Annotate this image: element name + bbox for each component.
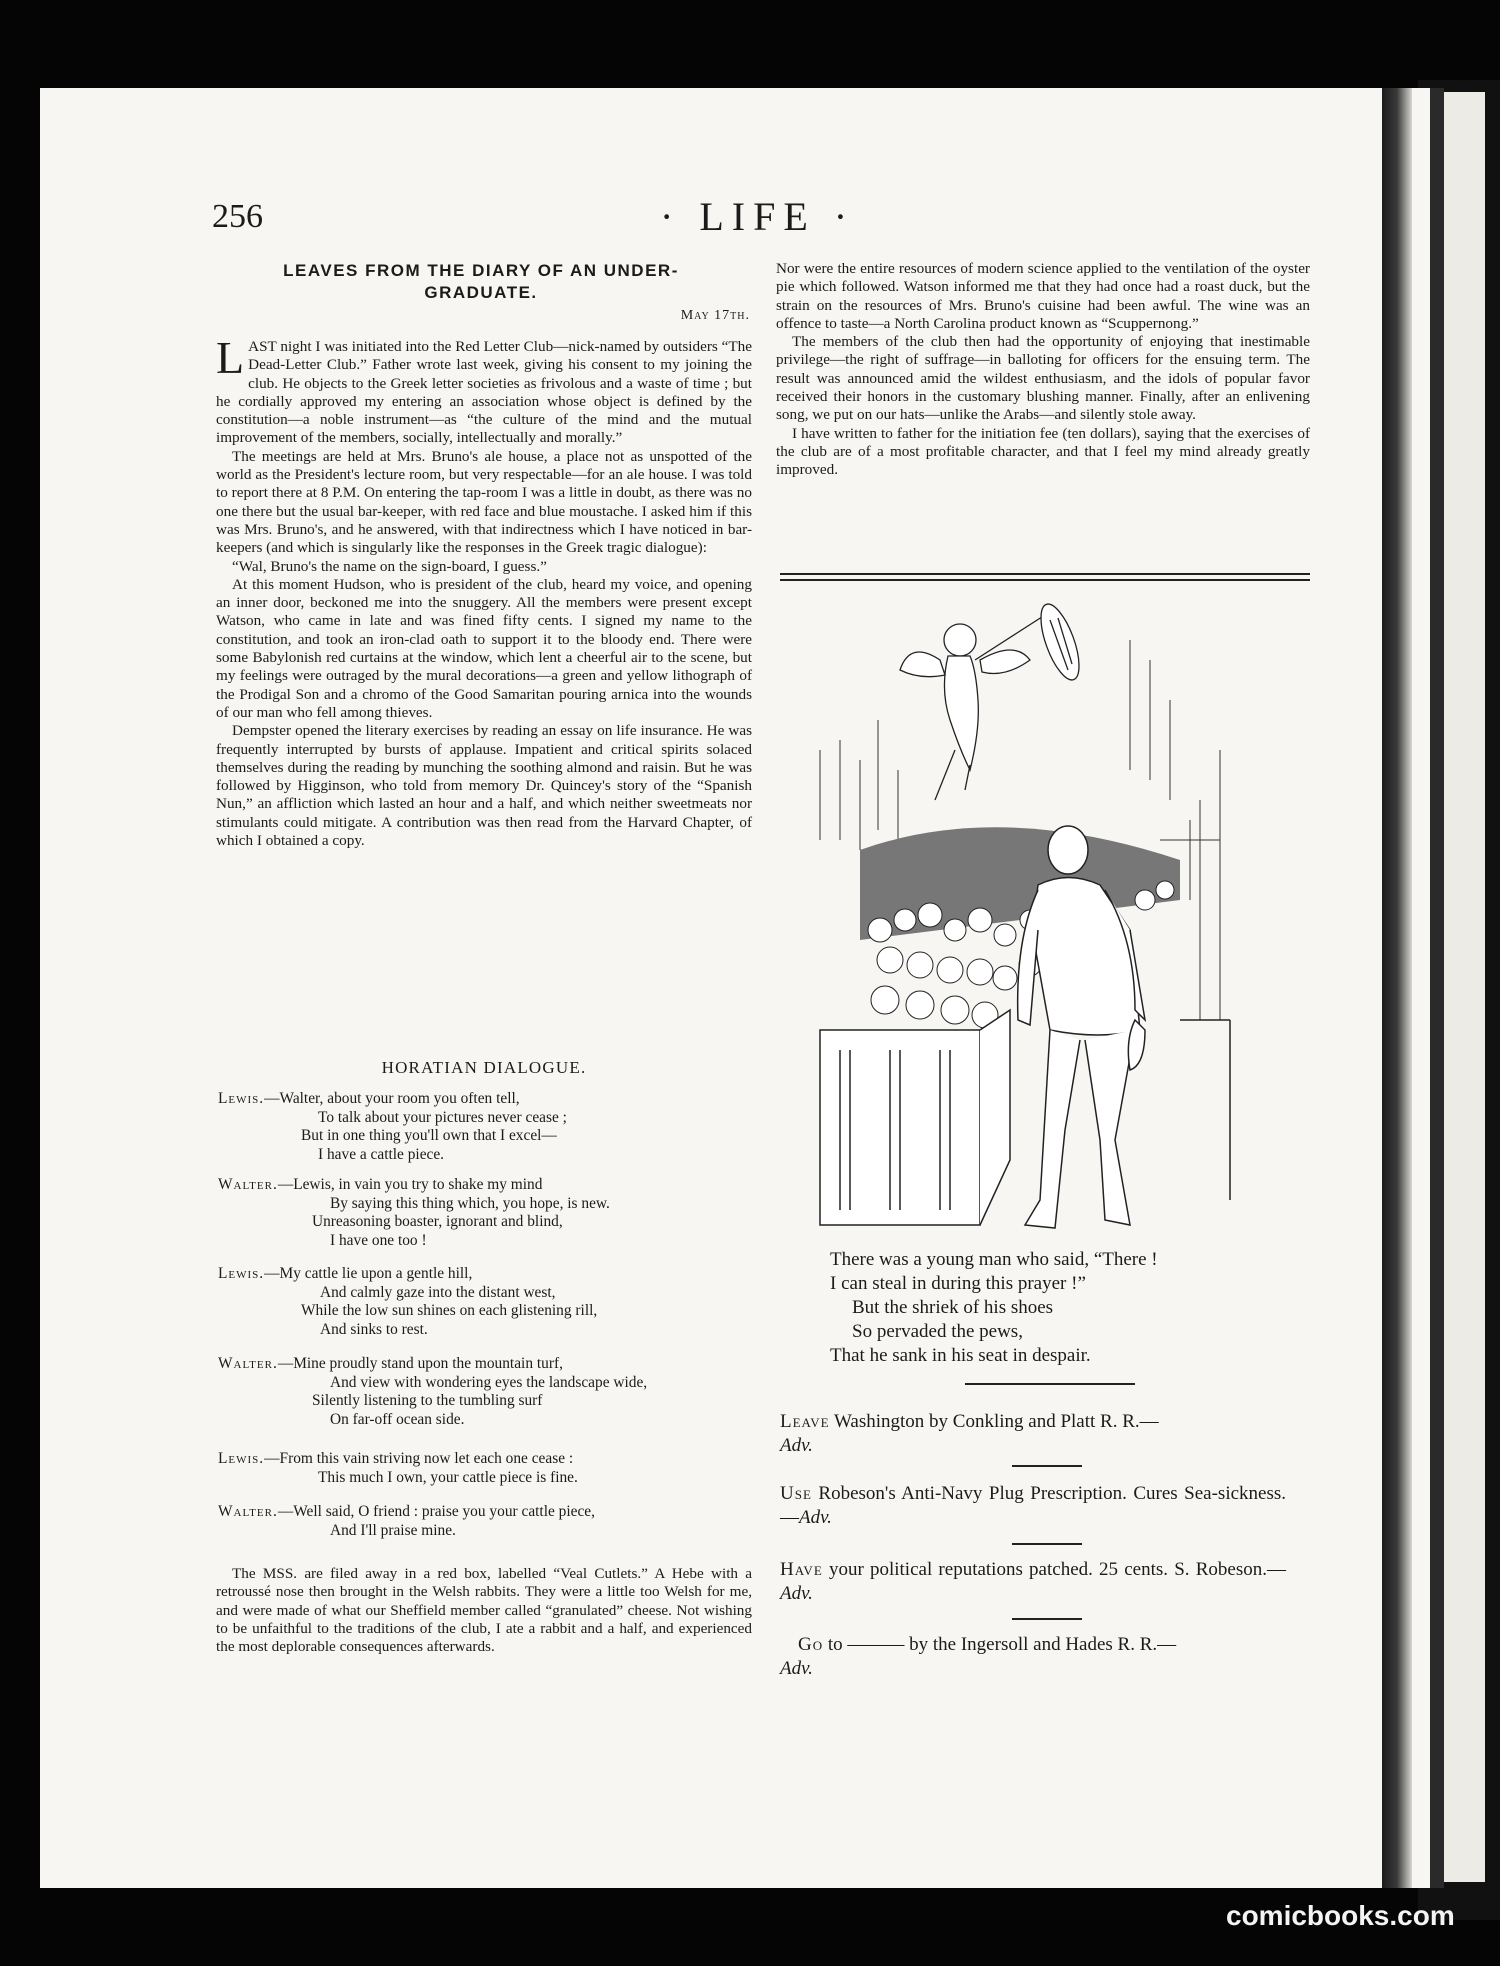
limerick-line: But the shriek of his shoes [852,1297,1054,1318]
limerick-line: That he sank in his seat in despair. [830,1345,1091,1366]
limerick-line: I can steal in during this prayer !” [830,1273,1086,1294]
poem-line: And sinks to rest. [320,1320,428,1338]
ad-tag: Adv. [780,1583,813,1604]
poem-line: And calmly gaze into the distant west, [320,1283,556,1301]
article-paragraph-8: The members of the club then had the opportunity of enjoying that inestimable privilege—the right of suffrage—in balloting for officers for the ensuing term. The result was announced amid the wildest enthusiasm, and the idols of popular favor received their honors in the customary blushing manner. Finally, after an enlivening song, we put on our hats—unlike the Arabs—and silently stole away. [776,333,1310,424]
ad-lead: Have [780,1559,823,1580]
article-title [212,260,750,304]
poem-line: —Well said, O friend : praise you your cattle piece, [277,1503,595,1520]
poem-line: —Walter, about your room you often tell, [264,1090,520,1107]
ad-lead: Use [780,1483,812,1504]
page-number: 256 [212,198,263,235]
ad-tag: Adv. [799,1507,832,1528]
ad-tag: Adv. [780,1658,813,1679]
speaker: Lewis. [218,1265,265,1282]
ad-divider [1012,1618,1082,1620]
poem-line: While the low sun shines on each glistening rill, [301,1302,598,1319]
advertisement-3 [780,1558,1286,1606]
poem-line: I have one too ! [330,1231,427,1249]
ad-lead: Leave [780,1411,830,1432]
limerick-line: So pervaded the pews, [852,1321,1023,1342]
poem-line: I have a cattle piece. [318,1145,445,1163]
advertisement-4 [780,1633,1286,1681]
speaker: Walter. [218,1176,278,1193]
church-illustration [800,600,1260,1240]
poem-line: On far-off ocean side. [330,1410,465,1428]
ad-text: Washington by Conkling and Platt R. R.— [829,1411,1159,1432]
article-date: May 17th. [680,308,750,323]
poem-stanza-4 [218,1355,758,1429]
article-paragraph-4: At this moment Hudson, who is president of the club, heard my voice, and opening an inner door, beckoned me into the snuggery. All the members were present except Watson, who came in late and was fined fifty cents. I signed my name to the constitution, and took an iron-clad oath to support it to the bloody end. There were some Babylonish red curtains at the window, which lent a cheerful air to the scene, but my feelings were outraged by the mural decorations—a green and yellow lithograph of the Prodigal Son and a chromo of the Good Samaritan pouring arnica into the wounds of our man who fell among thieves. [216,575,752,721]
poem-line: —Lewis, in vain you try to shake my mind [277,1176,543,1193]
speaker: Walter. [218,1503,278,1520]
article-paragraph-9: I have written to father for the initiation fee (ten dollars), saying that the exercises of the club are of a most profitable character, and that I feel my mind already greatly improved. [776,424,1310,479]
speaker: Walter. [218,1355,278,1372]
ad-divider [1012,1465,1082,1467]
article-left-column [216,332,752,850]
ad-lead: Go [798,1634,824,1655]
poem-line: To talk about your pictures never cease ; [318,1108,567,1126]
poem-line: By saying this thing which, you hope, is new. [330,1194,610,1212]
article-paragraph-3: “Wal, Bruno's the name on the sign-board, I guess.” [232,557,547,575]
article-paragraph-7: Nor were the entire resources of modern science applied to the ventilation of the oyster pie which followed. Watson informed me that they had once had a roast duck, but the strain on the resources of Mrs. Bruno's cuisine had been awful. The wine was an offence to taste—a North Carolina product known as “Scuppernong.” [776,260,1310,332]
masthead: · LIFE · [660,194,856,239]
poem-stanza-2 [218,1176,758,1250]
article-paragraph-6: The MSS. are filed away in a red box, labelled “Veal Cutlets.” A Hebe with a retroussé nose then brought in the Welsh rabbits. They were a little too Welsh for me, and were made of what our Sheffield member called “granulated” cheese. Not wishing to be unfaithful to the traditions of the club, I ate a rabbit and a half, and experienced the most deplorable consequences afterwards. [216,1565,752,1656]
ad-tag: Adv. [780,1435,813,1456]
poem-title: HORATIAN DIALOGUE. [381,1058,587,1077]
poem-line: And view with wondering eyes the landscape wide, [330,1373,648,1391]
poem-line: Silently listening to the tumbling surf [312,1392,543,1409]
poem-line: This much I own, your cattle piece is fine. [318,1468,578,1486]
speaker: Lewis. [218,1090,265,1107]
ad-text: your political reputations patched. 25 cents. S. Robeson.— [822,1559,1286,1580]
article-title-line-2: GRADUATE. [424,283,538,302]
ad-text: to ——— by the Ingersoll and Hades R. R.— [823,1634,1177,1655]
poem-line: But in one thing you'll own that I excel— [301,1127,557,1144]
limerick [830,1248,1280,1368]
advertisement-1 [780,1410,1286,1458]
poem-line: —Mine proudly stand upon the mountain turf, [277,1355,563,1372]
poem-stanza-5 [218,1450,758,1487]
article-paragraph-2: The meetings are held at Mrs. Bruno's ale house, a place not as unspotted of the world as the President's lecture room, but very respectable—for an ale house. I was told to report there at 8 P.M. On entering the tap-room I was a little in doubt, as there was no one there but the usual bar-keeper, with red face and blue moustache. I asked him if this was Mrs. Bruno's, and he answered, with that indirectness which I have noticed in bar-keepers (and which is singularly like the responses in the Greek tragic dialogue): [216,447,752,557]
article-paragraph-5: Dempster opened the literary exercises by reading an essay on life insurance. He was frequently interrupted by bursts of applause. Impatient and critical spirits solaced themselves during the reading by munching the soothing almond and raisin. But he was followed by Higginson, who told from memory Dr. Quincey's story of the “Spanish Nun,” an affliction which lasted an hour and a half, and which neither sweetmeats nor stimulants could mitigate. A contribution was then read from the Harvard Chapter, of which I obtained a copy. [216,722,752,850]
poem-line: Unreasoning boaster, ignorant and blind, [312,1213,563,1230]
article-right-column [776,260,1310,480]
page-gutter [1382,88,1412,1888]
poem-line: —My cattle lie upon a gentle hill, [264,1265,473,1282]
advertisement-2 [780,1482,1286,1530]
poem-stanza-3 [218,1265,758,1339]
limerick-divider [965,1383,1135,1385]
watermark: comicbooks.com [1226,1900,1455,1931]
ad-text: Robeson's Anti-Navy Plug Prescription. Cures Sea-sickness.— [780,1483,1286,1528]
limerick-line: There was a young man who said, “There ! [830,1249,1158,1270]
paragraph-text: AST night I was initiated into the Red Letter Club—nick-named by outsiders “The Dead-Letter Club.” Father wrote last week, giving his consent to my joining the club. He objects to the Greek letter societies as frivolous and a waste of time ; but he cordially approved my entering an association whose object is defined by the constitution—a noble instrument—as “the culture of the mind and the mutual improvement of the members, socially, intellectually and morally.” [216,338,752,447]
speaker: Lewis. [218,1450,265,1467]
poem-stanza-6 [218,1503,758,1540]
article-title-line-1: LEAVES FROM THE DIARY OF AN UNDER- [283,261,679,280]
article-paragraph-1 [216,332,752,448]
drop-cap: L [216,332,245,383]
poem-line: And I'll praise mine. [330,1521,456,1539]
poem-line: —From this vain striving now let each one cease : [264,1450,574,1467]
section-divider [780,573,1310,581]
ad-divider [1012,1543,1082,1545]
poem-stanza-1 [218,1090,758,1164]
article-closing [216,1565,752,1656]
